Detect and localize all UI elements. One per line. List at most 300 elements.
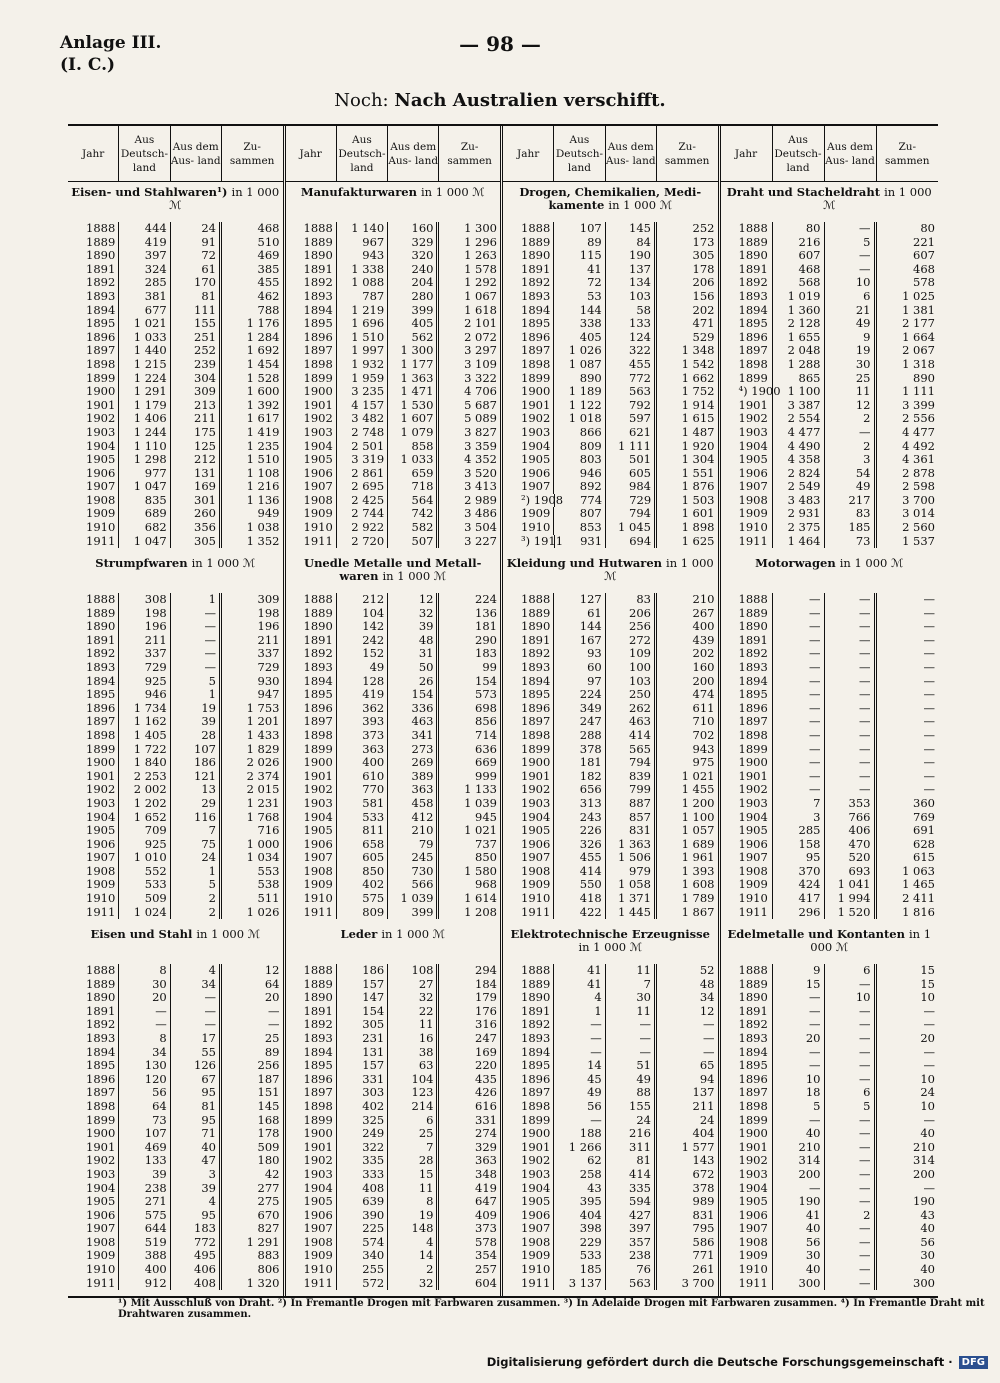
table-row <box>503 702 718 716</box>
cell-year: 1903 <box>503 797 554 811</box>
cell-from-abroad: 75 <box>171 838 222 852</box>
cell-from-abroad: 564 <box>388 494 439 508</box>
cell-from-germany: 402 <box>337 1100 388 1114</box>
section-title <box>503 182 718 222</box>
table-row <box>286 1114 501 1128</box>
cell-total: 1 608 <box>681 877 715 892</box>
cell-total: 1 318 <box>902 356 935 371</box>
cell-from-abroad: 108 <box>388 964 439 978</box>
cell-from-abroad: 154 <box>388 688 439 702</box>
cell-total: 168 <box>257 1112 280 1127</box>
table-row <box>68 593 283 607</box>
table-row <box>68 290 283 304</box>
table-row <box>503 865 718 879</box>
table-row <box>503 675 718 689</box>
cell-from-abroad: 21 <box>825 304 877 318</box>
cell-from-abroad: 389 <box>388 770 439 784</box>
cell-from-germany: 774 <box>555 494 606 508</box>
table-row <box>503 426 718 440</box>
cell-year: ²) 1908 <box>503 494 555 508</box>
cell-year: 1899 <box>286 743 337 757</box>
cell-total: 178 <box>257 1126 280 1141</box>
cell-year: 1901 <box>721 770 773 784</box>
cell-from-abroad: 79 <box>388 838 439 852</box>
cell-from-abroad: 214 <box>388 1100 439 1114</box>
cell-year: 1890 <box>721 249 773 263</box>
cell-from-germany: 56 <box>119 1086 170 1100</box>
table-row <box>68 675 283 689</box>
cell-from-abroad: 1 363 <box>388 372 439 386</box>
cell-year: 1902 <box>286 412 337 426</box>
cell-from-germany: 182 <box>554 770 605 784</box>
cell-year: 1896 <box>721 1073 773 1087</box>
cell-from-abroad: 10 <box>825 276 877 290</box>
cell-from-abroad: 408 <box>171 1277 222 1291</box>
cell-year: 1903 <box>68 797 119 811</box>
cell-from-germany: 414 <box>554 865 605 879</box>
cell-from-germany: 455 <box>554 851 605 865</box>
cell-from-abroad: 137 <box>606 263 657 277</box>
table-row <box>68 878 283 892</box>
cell-from-abroad: 5 <box>825 1100 877 1114</box>
table-column <box>286 126 504 1296</box>
cell-from-abroad: 659 <box>388 467 439 481</box>
cell-from-abroad: 792 <box>606 399 657 413</box>
table-row <box>503 634 718 648</box>
cell-from-abroad: 729 <box>606 494 657 508</box>
table-row <box>721 344 939 358</box>
table-row <box>503 1182 718 1196</box>
cell-total: 309 <box>257 592 280 606</box>
cell-total: — <box>923 687 935 702</box>
table-row <box>503 412 718 426</box>
cell-from-germany: 1 291 <box>119 385 170 399</box>
cell-total: 1 867 <box>681 904 715 919</box>
cell-from-germany: 853 <box>554 521 605 535</box>
cell-from-germany: 381 <box>119 290 170 304</box>
cell-year: 1907 <box>721 480 773 494</box>
cell-from-germany: — <box>119 1005 170 1019</box>
section-name: Strumpfwaren <box>95 556 188 570</box>
section-title <box>503 924 718 964</box>
cell-total: 169 <box>475 1044 497 1059</box>
cell-from-abroad: 251 <box>171 331 222 345</box>
cell-total: 99 <box>482 659 497 674</box>
cell-from-abroad: 1 079 <box>388 426 439 440</box>
cell-total: — <box>923 605 935 620</box>
table-row <box>503 838 718 852</box>
cell-year: 1910 <box>503 1263 554 1277</box>
cell-from-abroad: — <box>171 647 222 661</box>
cell-from-abroad: 565 <box>606 743 657 757</box>
cell-year: 1897 <box>721 1086 773 1100</box>
cell-total: 1 898 <box>681 520 715 535</box>
cell-year: 1895 <box>503 317 554 331</box>
cell-from-abroad: 301 <box>171 494 222 508</box>
cell-year: 1910 <box>721 521 773 535</box>
cell-total: 24 <box>920 1085 935 1100</box>
cell-from-abroad: — <box>171 1018 222 1032</box>
cell-from-abroad: — <box>825 593 877 607</box>
section-name: Unedle Metalle und Metall- waren <box>304 556 482 583</box>
table-row <box>68 507 283 521</box>
cell-from-germany: — <box>773 743 825 757</box>
cell-from-abroad: 54 <box>825 467 877 481</box>
table-row <box>286 440 501 454</box>
table-row <box>68 978 283 992</box>
cell-from-abroad: 155 <box>606 1100 657 1114</box>
cell-year: 1909 <box>503 1249 554 1263</box>
table-row <box>286 1005 501 1019</box>
section-unit: in 1 000 ℳ <box>191 556 256 570</box>
cell-total: 378 <box>692 1180 715 1195</box>
table-row <box>721 1249 939 1263</box>
cell-from-germany: 1 021 <box>119 317 170 331</box>
section-title <box>721 182 939 222</box>
cell-from-germany: 322 <box>337 1141 388 1155</box>
cell-from-abroad: 11 <box>825 385 877 399</box>
cell-from-abroad: 6 <box>388 1114 439 1128</box>
cell-year: 1889 <box>503 607 554 621</box>
table-row <box>68 991 283 1005</box>
cell-year: 1898 <box>721 729 773 743</box>
cell-year: 1897 <box>68 1086 119 1100</box>
table-row <box>286 521 501 535</box>
table-row <box>721 440 939 454</box>
cell-from-abroad: 470 <box>825 838 877 852</box>
table-row <box>721 276 939 290</box>
cell-from-germany: 324 <box>119 263 170 277</box>
table-column <box>721 126 939 1296</box>
cell-year: 1892 <box>503 276 554 290</box>
cell-total: 4 352 <box>464 452 497 467</box>
cell-from-germany: 658 <box>337 838 388 852</box>
cell-year: 1893 <box>286 1032 337 1046</box>
cell-total: 1 580 <box>464 863 497 878</box>
table-row <box>721 647 939 661</box>
cell-total: 1 352 <box>246 533 280 548</box>
cell-from-abroad: 186 <box>171 756 222 770</box>
cell-from-germany: 400 <box>119 1263 170 1277</box>
cell-year: 1906 <box>286 1209 337 1223</box>
cell-from-germany: 607 <box>773 249 825 263</box>
cell-year: 1910 <box>721 1263 773 1277</box>
cell-year: 1909 <box>68 507 119 521</box>
cell-year: 1903 <box>503 1168 554 1182</box>
section-unit: in 1 000 ℳ <box>608 198 673 212</box>
section-unit: in 1 000 ℳ <box>810 927 932 954</box>
table-row <box>503 1127 718 1141</box>
cell-from-abroad: 356 <box>171 521 222 535</box>
cell-from-abroad: — <box>825 715 877 729</box>
cell-from-germany: 568 <box>773 276 825 290</box>
section-rows <box>286 964 501 1295</box>
cell-from-abroad: 17 <box>171 1032 222 1046</box>
cell-from-abroad: — <box>825 661 877 675</box>
table-row <box>68 1005 283 1019</box>
table-row <box>503 507 718 521</box>
cell-from-abroad: 1 <box>171 593 222 607</box>
cell-from-germany: 397 <box>119 249 170 263</box>
cell-from-germany: 39 <box>119 1168 170 1182</box>
table-row <box>68 1277 283 1291</box>
cell-from-abroad: 39 <box>388 620 439 634</box>
cell-total: 999 <box>475 768 497 783</box>
cell-from-abroad: 126 <box>171 1059 222 1073</box>
table-row <box>503 358 718 372</box>
cell-year: 1891 <box>721 634 773 648</box>
cell-year: 1900 <box>721 1127 773 1141</box>
cell-total: 56 <box>920 1234 935 1249</box>
cell-from-abroad: 38 <box>388 1046 439 1060</box>
cell-from-germany: 144 <box>554 304 605 318</box>
table-row <box>286 865 501 879</box>
cell-from-abroad: 320 <box>388 249 439 263</box>
cell-total: 1 692 <box>246 343 280 358</box>
cell-year: 1898 <box>721 1100 773 1114</box>
cell-total: 1 542 <box>681 356 715 371</box>
cell-total: — <box>923 727 935 742</box>
table-row <box>286 236 501 250</box>
cell-from-germany: 1 360 <box>773 304 825 318</box>
cell-year: 1897 <box>503 1086 554 1100</box>
table-row <box>503 1018 718 1032</box>
cell-total: 1 296 <box>464 234 497 249</box>
cell-from-abroad: 50 <box>388 661 439 675</box>
table-row <box>68 964 283 978</box>
cell-from-abroad: — <box>606 1018 657 1032</box>
section-unit: in 1 000 ℳ <box>420 185 485 199</box>
cell-from-germany: 56 <box>554 1100 605 1114</box>
table-row <box>286 715 501 729</box>
cell-total: 3 014 <box>902 506 935 521</box>
cell-from-abroad: 107 <box>171 743 222 757</box>
table-row <box>503 249 718 263</box>
cell-from-abroad: 213 <box>171 399 222 413</box>
cell-year: 1905 <box>721 824 773 838</box>
table-row <box>503 494 718 508</box>
section-name: Leder <box>340 927 378 941</box>
table-row <box>286 634 501 648</box>
cell-from-germany: 610 <box>337 770 388 784</box>
cell-from-germany: 378 <box>554 743 605 757</box>
cell-year: 1902 <box>68 412 119 426</box>
cell-from-germany: 247 <box>554 715 605 729</box>
cell-year: 1905 <box>503 824 554 838</box>
cell-total: 795 <box>692 1221 715 1236</box>
cell-from-germany: — <box>554 1046 605 1060</box>
table-row <box>286 1236 501 1250</box>
cell-from-abroad: 5 <box>171 675 222 689</box>
cell-from-abroad: 32 <box>388 991 439 1005</box>
page-number: — 98 — <box>459 32 541 56</box>
cell-total: 143 <box>692 1153 715 1168</box>
table-row <box>503 467 718 481</box>
cell-year: 1907 <box>68 851 119 865</box>
cell-total: 2 101 <box>464 316 497 331</box>
cell-total: — <box>923 700 935 715</box>
cell-year: 1905 <box>503 453 554 467</box>
cell-from-abroad: 1 530 <box>388 399 439 413</box>
cell-total: — <box>703 1017 715 1032</box>
cell-year: 1899 <box>721 1114 773 1128</box>
cell-from-germany: 285 <box>119 276 170 290</box>
table-row <box>721 1209 939 1223</box>
cell-from-germany: 2 695 <box>337 480 388 494</box>
cell-from-abroad: 103 <box>606 290 657 304</box>
cell-from-germany: 144 <box>554 620 605 634</box>
cell-from-germany: 787 <box>337 290 388 304</box>
cell-from-abroad: 329 <box>388 236 439 250</box>
cell-from-germany: 305 <box>337 1018 388 1032</box>
cell-from-germany: 1 088 <box>337 276 388 290</box>
table-row <box>503 593 718 607</box>
page-title <box>0 90 1000 111</box>
table-row <box>721 838 939 852</box>
cell-from-germany: 147 <box>337 991 388 1005</box>
cell-from-abroad: 32 <box>388 1277 439 1291</box>
cell-year: 1911 <box>68 906 119 920</box>
cell-from-abroad: 51 <box>606 1059 657 1073</box>
cell-from-germany: 925 <box>119 838 170 852</box>
cell-total: 20 <box>920 1030 935 1045</box>
table-row <box>286 480 501 494</box>
cell-year: 1910 <box>68 1263 119 1277</box>
cell-year: 1904 <box>68 1182 119 1196</box>
cell-from-abroad: — <box>171 991 222 1005</box>
cell-from-abroad: 2 <box>171 906 222 920</box>
cell-total: 831 <box>692 1207 715 1222</box>
header-jahr: Jahr <box>286 126 337 181</box>
section-name: Edelmetalle und Kontanten <box>727 927 905 941</box>
cell-from-germany: 271 <box>119 1195 170 1209</box>
cell-year: 1909 <box>286 507 337 521</box>
cell-from-abroad: — <box>825 263 877 277</box>
cell-from-germany: 154 <box>337 1005 388 1019</box>
cell-from-abroad: 2 <box>825 440 877 454</box>
table-row <box>503 1263 718 1277</box>
cell-year: 1904 <box>503 440 554 454</box>
cell-year: 1911 <box>503 1277 554 1291</box>
cell-year: 1907 <box>68 480 119 494</box>
cell-from-germany: 3 387 <box>773 399 825 413</box>
cell-from-germany: 2 824 <box>773 467 825 481</box>
table-row <box>68 824 283 838</box>
cell-total: 290 <box>475 632 497 647</box>
cell-from-germany: 34 <box>119 1046 170 1060</box>
cell-from-germany: 333 <box>337 1168 388 1182</box>
cell-year: 1893 <box>721 1032 773 1046</box>
cell-total: 1 465 <box>902 877 935 892</box>
cell-year: 1899 <box>68 372 119 386</box>
table-row <box>68 838 283 852</box>
cell-year: 1891 <box>68 634 119 648</box>
cell-from-germany: 3 319 <box>337 453 388 467</box>
table-section <box>286 553 501 924</box>
table-row <box>68 480 283 494</box>
cell-total: — <box>923 714 935 729</box>
table-row <box>286 1086 501 1100</box>
cell-total: 1 578 <box>464 261 497 276</box>
table-row <box>286 964 501 978</box>
cell-from-germany: 2 931 <box>773 507 825 521</box>
table-row <box>68 1114 283 1128</box>
table-row <box>503 1046 718 1060</box>
table-section <box>503 924 718 1295</box>
cell-total: 1 057 <box>681 823 715 838</box>
cell-from-germany: 1 338 <box>337 263 388 277</box>
cell-total: — <box>923 632 935 647</box>
cell-total: 314 <box>913 1153 935 1168</box>
cell-from-germany: 1 219 <box>337 304 388 318</box>
cell-year: 1900 <box>721 756 773 770</box>
table-row <box>721 770 939 784</box>
cell-year: 1893 <box>68 1032 119 1046</box>
cell-total: 509 <box>257 1139 280 1154</box>
cell-from-abroad: 269 <box>388 756 439 770</box>
table-row <box>68 399 283 413</box>
cell-from-abroad: 309 <box>171 385 222 399</box>
cell-total: 80 <box>920 221 935 235</box>
cell-from-abroad: — <box>825 1114 877 1128</box>
cell-from-germany: 419 <box>337 688 388 702</box>
cell-from-germany: 8 <box>119 1032 170 1046</box>
table-row <box>721 1032 939 1046</box>
cell-total: 277 <box>257 1180 280 1195</box>
cell-year: 1892 <box>68 276 119 290</box>
section-unit: in 1 000 ℳ <box>382 569 447 583</box>
cell-year: 1891 <box>286 263 337 277</box>
cell-from-germany: — <box>773 620 825 634</box>
cell-total: 252 <box>692 221 715 235</box>
cell-from-germany: 575 <box>119 1209 170 1223</box>
table-section <box>68 924 283 1295</box>
cell-total: 48 <box>699 976 715 991</box>
cell-from-abroad: 212 <box>171 453 222 467</box>
cell-total: 363 <box>475 1153 497 1168</box>
cell-from-abroad: 185 <box>825 521 877 535</box>
table-row <box>286 1141 501 1155</box>
cell-year: 1901 <box>286 770 337 784</box>
cell-from-germany: — <box>773 783 825 797</box>
table-row <box>721 507 939 521</box>
table-row <box>68 906 283 920</box>
cell-from-germany: 1 464 <box>773 535 825 549</box>
table-row <box>503 851 718 865</box>
section-title <box>286 182 501 222</box>
cell-from-abroad: — <box>825 702 877 716</box>
cell-from-germany: 18 <box>773 1086 825 1100</box>
cell-year: 1901 <box>68 1141 119 1155</box>
cell-from-germany: 2 002 <box>119 783 170 797</box>
cell-from-germany: 2 861 <box>337 467 388 481</box>
cell-from-abroad: 857 <box>606 811 657 825</box>
cell-total: 3 827 <box>464 424 497 439</box>
cell-total: 949 <box>257 506 280 521</box>
cell-year: 1908 <box>68 494 119 508</box>
cell-year: 1900 <box>286 385 337 399</box>
cell-total: 10 <box>920 1071 935 1086</box>
cell-from-germany: 402 <box>337 878 388 892</box>
table-row <box>68 1195 283 1209</box>
cell-year: 1888 <box>503 964 554 978</box>
cell-total: 3 359 <box>464 438 497 453</box>
cell-from-germany: 107 <box>119 1127 170 1141</box>
table-row <box>503 317 718 331</box>
cell-year: 1911 <box>286 535 337 549</box>
cell-total: — <box>923 768 935 783</box>
cell-from-germany: 363 <box>337 743 388 757</box>
